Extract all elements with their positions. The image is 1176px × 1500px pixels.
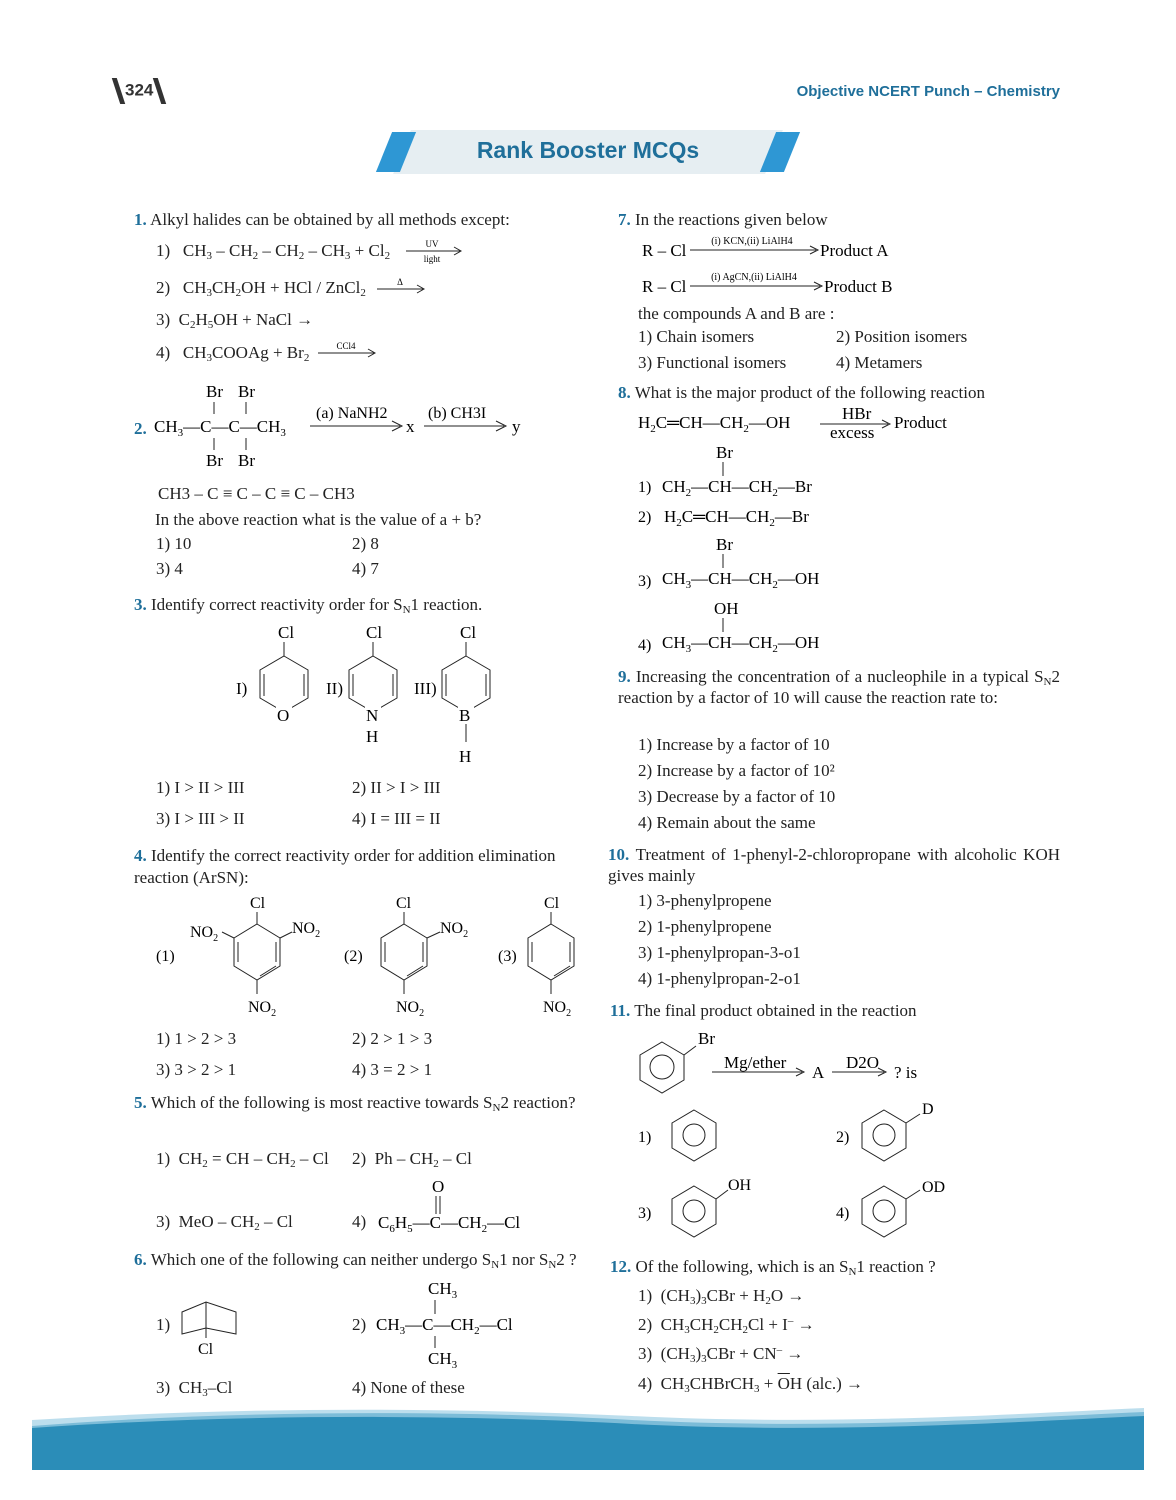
svg-text:Product B: Product B — [824, 277, 893, 296]
svg-text:2): 2) — [638, 509, 652, 526]
q8-reaction — [638, 402, 968, 442]
question-5: 5. Which of the following is most reactive towards $S_N2$ reaction? — [134, 1093, 576, 1114]
svg-text:UV: UV — [425, 239, 439, 249]
q2-product: CH3 – C ≡ C – C ≡ C – CH3 — [158, 484, 355, 503]
q1-option-4: 4) $CH_3COOAg + Br_2$ — [156, 343, 310, 364]
question-8: 8. What is the major product of the following reaction — [618, 383, 985, 402]
q4-option-1: 1) 1 > 2 > 3 — [156, 1029, 237, 1048]
svg-text:I): I) — [236, 679, 248, 698]
svg-text:Mg/ether: Mg/ether — [724, 1053, 787, 1072]
q2-option-2: 2) 8 — [352, 534, 379, 553]
q3-option-4: 4) I = III = II — [352, 809, 441, 828]
q1-option-2: 2) $CH_3CH_2OH$ + HCl / ZnCl$_2$ — [156, 278, 366, 299]
q7-option-2: 2) Position isomers — [836, 327, 968, 346]
svg-text:HBr: HBr — [842, 404, 872, 423]
book-title: Objective NCERT Punch – Chemistry — [796, 83, 1060, 100]
svg-text:3): 3) — [638, 573, 652, 590]
svg-text:NO2: $NO_2$ — [292, 920, 321, 940]
svg-text:Cl: Cl — [396, 895, 412, 912]
question-1: 1. Alkyl halides can be obtained by all methods except: — [134, 210, 510, 229]
svg-text:CH3: $CH_3$ — [428, 1279, 458, 1301]
q4-option-4: 4) 3 = 2 > 1 — [352, 1060, 433, 1079]
svg-text:(3): (3) — [498, 948, 517, 965]
svg-text:Br: Br — [238, 451, 255, 470]
svg-text:NO2: $NO_2$ — [440, 920, 469, 940]
footer-wave — [32, 1408, 1144, 1470]
svg-text:R – Cl: R – Cl — [642, 241, 687, 260]
svg-text:excess: excess — [830, 423, 875, 442]
q6-option-4: 4) None of these — [352, 1378, 465, 1397]
svg-text:CH3—CH—CH2—OH: $CH_3—CH—CH_2—OH$ — [662, 633, 820, 655]
svg-text:Br: Br — [206, 382, 223, 401]
svg-text:H2C═CH—CH2—Br: $H_2C═CH—CH_2—Br$ — [664, 507, 809, 529]
q6-bicyclic-structure — [176, 1298, 244, 1360]
svg-text:N: N — [366, 706, 379, 725]
q2-option-1: 1) 10 — [156, 534, 192, 553]
svg-text:Cl: Cl — [460, 623, 477, 642]
svg-text:NO2: $NO_2$ — [396, 999, 425, 1018]
q9-option-4: 4) Remain about the same — [638, 813, 816, 832]
svg-text:O: O — [432, 1177, 445, 1196]
q4-structures — [150, 890, 590, 1018]
svg-text:(1): (1) — [156, 948, 175, 965]
q6-option-2-label: 2) — [352, 1315, 367, 1334]
q5-option-2: 2) Ph – $CH_2$ – Cl — [352, 1149, 472, 1170]
svg-text:y: y — [512, 417, 521, 436]
q12-option-4: 4) $CH_3CHBrCH_3 + \overline{O}H$ (alc.) → — [638, 1374, 864, 1395]
q3-option-3: 3) I > III > II — [156, 809, 245, 828]
svg-text:Cl: Cl — [366, 623, 383, 642]
svg-text:? is: ? is — [894, 1063, 918, 1082]
question-7: 7. In the reactions given below — [618, 210, 828, 229]
q2-option-3: 3) 4 — [156, 559, 183, 578]
svg-text:Br: Br — [238, 382, 255, 401]
svg-text:Cl: Cl — [198, 1341, 214, 1358]
svg-text:4): 4) — [836, 1205, 850, 1222]
svg-text:CH3—C—C—CH3: $CH_3—C—C—CH_3$ — [154, 417, 286, 439]
svg-text:D: D — [922, 1101, 934, 1118]
svg-text:(i) AgCN,(ii) LiAlH4: (i) AgCN,(ii) LiAlH4 — [711, 272, 797, 283]
svg-text:OD: OD — [922, 1179, 946, 1196]
q5-option-4-structure — [376, 1176, 546, 1238]
svg-text:1): 1) — [638, 1129, 652, 1146]
q7-text2: the compounds A and B are : — [638, 304, 835, 323]
svg-text:(2): (2) — [344, 948, 363, 965]
page-number: 324 — [112, 78, 166, 104]
question-3: 3. Identify correct reactivity order for $S_N1$ reaction. — [134, 595, 483, 616]
q8-options — [638, 440, 898, 660]
heat-arrow — [375, 276, 427, 298]
question-12: 12. Of the following, which is an $S_N1$ reaction ? — [610, 1257, 936, 1278]
question-11: 11. The final product obtained in the reaction — [610, 1001, 917, 1020]
q9-option-3: 3) Decrease by a factor of 10 — [638, 787, 836, 806]
banner-title: Rank Booster MCQs — [476, 137, 700, 163]
q9-option-1: 1) Increase by a factor of 10 — [638, 735, 830, 754]
svg-text:O: O — [277, 706, 290, 725]
q6-option-1-label: 1) — [156, 1315, 171, 1334]
q2-reaction-scheme — [150, 380, 530, 474]
svg-text:(b) CH3I: (b) CH3I — [428, 405, 487, 422]
q5-option-4-label: 4) — [352, 1212, 367, 1231]
q3-option-1: 1) I > II > III — [156, 778, 245, 797]
svg-text:CH3—C—CH2—Cl: $CH_3—C—CH_2—Cl$ — [376, 1315, 513, 1337]
svg-text:OH: OH — [714, 599, 739, 618]
svg-text:R – Cl: R – Cl — [642, 277, 687, 296]
q5-option-3: 3) MeO – $CH_2$ – Cl — [156, 1212, 293, 1233]
svg-text:NO2: $NO_2$ — [248, 999, 277, 1018]
svg-text:(a) NaNH2: (a) NaNH2 — [316, 405, 388, 422]
svg-text:Br: Br — [716, 443, 733, 462]
q12-option-1: 1) $(CH_3)_3CBr + H_2O$ → — [638, 1286, 805, 1307]
svg-text:H: H — [366, 727, 379, 746]
q10-option-4: 4) 1-phenylpropan-2-o1 — [638, 969, 801, 988]
svg-text:NO2: $NO_2$ — [190, 924, 219, 944]
svg-text:Product: Product — [894, 413, 947, 432]
q1-option-3: 3) $C_2H_5OH$ + NaCl → — [156, 310, 314, 331]
svg-text:x: x — [406, 417, 415, 436]
svg-text:CH3—CH—CH2—OH: $CH_3—CH—CH_2—OH$ — [662, 569, 820, 591]
svg-text:Br: Br — [716, 535, 733, 554]
svg-text:3): 3) — [638, 1205, 652, 1222]
svg-text:CCl4: CCl4 — [336, 341, 356, 351]
q6-option-3: 3) $CH_3-Cl$ — [156, 1378, 233, 1399]
q11-options — [636, 1094, 966, 1246]
svg-text:Cl: Cl — [250, 895, 266, 912]
section-banner — [384, 128, 792, 176]
q12-option-3: 3) $(CH_3)_3CBr + CN^-$ → — [638, 1344, 804, 1365]
svg-text:Cl: Cl — [278, 623, 295, 642]
svg-text:H2C═CH—CH2—OH: $H_2C═CH—CH_2—OH$ — [638, 413, 791, 435]
q2-text: In the above reaction what is the value of a + b? — [155, 510, 482, 529]
q7-reactions — [640, 232, 940, 298]
q10-option-3: 3) 1-phenylpropan-3-o1 — [638, 943, 801, 962]
q7-option-1: 1) Chain isomers — [638, 327, 755, 346]
question-text: Alkyl halides can be obtained by all methods except: — [150, 210, 510, 229]
q4-option-2: 2) 2 > 1 > 3 — [352, 1029, 433, 1048]
question-4: 4. Identify the correct reactivity order for addition elimination reaction (ArSN): — [134, 846, 556, 887]
svg-text:A: A — [812, 1063, 825, 1082]
q7-option-4: 4) Metamers — [836, 353, 923, 372]
svg-text:II): II) — [326, 679, 343, 698]
svg-text:C6H5—C—CH2—Cl: $C_6H_5—C—CH_2—Cl$ — [378, 1213, 521, 1235]
svg-text:2): 2) — [836, 1129, 850, 1146]
q12-option-2: 2) $CH_3CH_2CH_2Cl + I^-$ → — [638, 1315, 815, 1336]
q11-reaction — [632, 1024, 932, 1094]
svg-text:III): III) — [414, 679, 437, 698]
svg-text:D2O: D2O — [846, 1053, 880, 1072]
svg-text:Δ: Δ — [397, 277, 403, 287]
q1-option-1: 1) $CH_3 - CH_2 - CH_2 - CH_3 + Cl_2$ — [156, 241, 391, 262]
svg-text:1): 1) — [638, 479, 652, 496]
svg-text:CH3: $CH_3$ — [428, 1349, 458, 1370]
q5-option-1: 1) $CH_2$ = CH – $CH_2$ – Cl — [156, 1149, 329, 1170]
ccl4-arrow — [316, 340, 378, 362]
question-9: 9. Increasing the concentration of a nucleophile in a typical $S_N2$ reaction by a factor of 10 will cause the reaction rate to: — [618, 667, 1060, 707]
q4-option-3: 3) 3 > 2 > 1 — [156, 1060, 237, 1079]
svg-text:light: light — [423, 254, 441, 264]
uv-light-arrow — [404, 236, 464, 266]
svg-text:Cl: Cl — [544, 895, 560, 912]
svg-text:Br: Br — [698, 1029, 715, 1048]
svg-text:B: B — [459, 706, 471, 725]
svg-text:H: H — [459, 747, 472, 766]
q2-option-4: 4) 7 — [352, 559, 379, 578]
question-6: 6. Which one of the following can neither undergo $S_N1$ nor $S_N2$ ? — [134, 1250, 577, 1271]
q7-option-3: 3) Functional isomers — [638, 353, 787, 372]
q9-option-2: 2) Increase by a factor of 10² — [638, 761, 835, 780]
q6-neopentyl-structure — [374, 1278, 544, 1370]
svg-text:NO2: $NO_2$ — [543, 999, 572, 1018]
svg-text:Product A: Product A — [820, 241, 889, 260]
svg-text:OH: OH — [728, 1177, 752, 1194]
q3-structures — [230, 618, 510, 768]
question-2: 2. — [134, 419, 147, 438]
svg-text:(i) KCN,(ii) LiAlH4: (i) KCN,(ii) LiAlH4 — [711, 236, 793, 247]
question-10: 10. Treatment of 1-phenyl-2-chloropropane with alcoholic KOH gives mainly — [608, 845, 1060, 885]
svg-text:4): 4) — [638, 637, 652, 654]
svg-text:CH2—CH—CH2—Br: $CH_2—CH—CH_2—Br$ — [662, 477, 812, 499]
q10-option-2: 2) 1-phenylpropene — [638, 917, 772, 936]
q10-option-1: 1) 3-phenylpropene — [638, 891, 772, 910]
svg-text:Br: Br — [206, 451, 223, 470]
q3-option-2: 2) II > I > III — [352, 778, 441, 797]
